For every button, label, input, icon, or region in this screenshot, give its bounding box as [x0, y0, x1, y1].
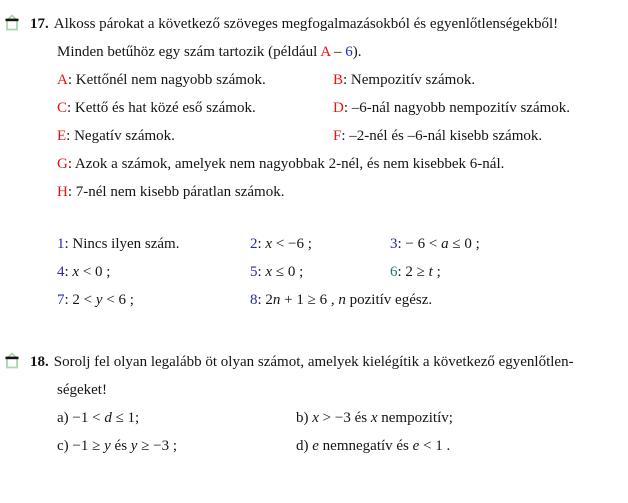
definition-E [57, 122, 333, 150]
item-row [0, 150, 628, 178]
text-segment: : Kettőnél nem nagyobb számok. [67, 72, 266, 88]
house-icon [5, 14, 19, 31]
exercise-18-items [0, 404, 628, 460]
text-segment: < 6 ; [102, 292, 134, 308]
definition-A [57, 66, 333, 94]
item-label: B [333, 72, 344, 88]
exercise-number: 18. [30, 354, 49, 370]
item-label: D [333, 100, 344, 116]
inequality-5 [250, 258, 390, 286]
text-segment: < 0 ; [79, 264, 111, 280]
text-segment: x [72, 264, 80, 280]
text-segment: n [338, 292, 346, 308]
item-row [0, 66, 628, 94]
definition-H [57, 178, 333, 206]
text-segment: : 2 ≥ [397, 264, 429, 280]
text-segment: : Nempozitív számok. [343, 72, 476, 88]
text-segment: y [104, 438, 111, 454]
text-segment: ≤ 0 ; [272, 264, 304, 280]
item-row [0, 258, 628, 286]
exercise-number: 17. [30, 16, 49, 32]
exercise-17-subtitle [0, 38, 628, 66]
text-segment: a [441, 236, 449, 252]
item-label: E [57, 128, 67, 144]
inequality-4 [57, 258, 250, 286]
item-label: b) [296, 410, 309, 426]
text-segment: : Azok a számok, amelyek nem nagyobbak 2-nél, és nem kisebbek 6-nál. [67, 156, 505, 172]
text-segment: pozitív egész. [345, 292, 433, 308]
item-row [0, 432, 628, 460]
item-label: G [57, 156, 68, 172]
text-segment: x [265, 264, 273, 280]
item-label: a) [57, 410, 69, 426]
exercise-17-header [0, 10, 628, 38]
inequality-2 [250, 230, 390, 258]
text-segment: : Nincs ilyen szám. [64, 236, 180, 252]
item-label: 1 [57, 236, 65, 252]
letter-definitions [0, 66, 628, 206]
text-segment: : Negatív számok. [66, 128, 175, 144]
inequality-8 [250, 286, 433, 314]
definition-D [333, 94, 570, 122]
item-label: 6 [390, 264, 398, 280]
item-label: C [57, 100, 68, 116]
text-segment: x [370, 410, 378, 426]
text-segment: y [130, 438, 138, 454]
item-row [0, 230, 628, 258]
text-segment: ≥ −3 ; [137, 438, 178, 454]
text-segment: 6 [345, 44, 353, 60]
exercise-18-title-line2: ségeket! [57, 382, 107, 398]
text-segment: ≤ 0 ; [448, 236, 480, 252]
text-segment: t [428, 264, 433, 280]
text-segment: < 1 . [419, 438, 451, 454]
text-segment: > −3 és [318, 410, 371, 426]
definition-F [333, 122, 542, 150]
text-segment: −1 ≥ [68, 438, 105, 454]
item-c [57, 432, 296, 460]
text-segment: : –2-nél és –6-nál kisebb számok. [341, 128, 543, 144]
exercise-17-title: Alkoss párokat a következő szöveges megfogalmazásokból és egyenlőtlenségekből! [53, 16, 559, 32]
text-segment: n [272, 292, 281, 308]
inequality-3 [390, 230, 480, 258]
text-segment: ). [352, 44, 362, 60]
house-icon [5, 352, 19, 369]
text-segment: és [110, 438, 131, 454]
text-segment: : Kettő és hat közé eső számok. [67, 100, 256, 116]
text-segment: e [312, 438, 319, 454]
text-segment: x [265, 236, 273, 252]
text-segment: : [64, 264, 73, 280]
inequality-1 [57, 230, 250, 258]
text-segment: nemnegatív és [318, 438, 413, 454]
item-label: 8 [250, 292, 258, 308]
text-segment: Minden betűhöz egy szám tartozik (például [57, 44, 321, 60]
item-a [57, 404, 296, 432]
exercise-18-header [0, 348, 628, 376]
text-segment: : [257, 236, 266, 252]
exercise-17 [0, 10, 628, 314]
item-label: H [57, 184, 68, 200]
text-segment: : 7-nél nem kisebb páratlan számok. [67, 184, 285, 200]
item-row [0, 404, 628, 432]
item-label: 3 [390, 236, 398, 252]
text-segment: : –6-nál nagyobb nempozitív számok. [343, 100, 571, 116]
text-segment: −1 < [68, 410, 105, 426]
item-label: 7 [57, 292, 65, 308]
definition-C [57, 94, 333, 122]
text-segment: ; [432, 264, 441, 280]
item-label: A [57, 72, 68, 88]
text-segment: – [330, 44, 346, 60]
text-segment: d [104, 410, 112, 426]
text-segment: : − 6 < [397, 236, 442, 252]
inequality-7 [57, 286, 250, 314]
item-label: 2 [250, 236, 258, 252]
item-d [296, 432, 450, 460]
text-segment: nempozitív; [377, 410, 453, 426]
item-label: c) [57, 438, 69, 454]
definition-B [333, 66, 475, 94]
item-label: 4 [57, 264, 65, 280]
text-segment: : [257, 264, 266, 280]
item-row [0, 94, 628, 122]
text-segment: : 2 < [64, 292, 96, 308]
item-row [0, 178, 628, 206]
text-segment: + 1 ≥ 6 , [280, 292, 339, 308]
text-segment: y [95, 292, 103, 308]
exercise-18-title-line1: Sorolj fel olyan legalább öt olyan számot, amelyek kielégítik a következő egyenlőtlen- [53, 354, 574, 370]
inequality-6 [390, 258, 441, 286]
item-row [0, 286, 628, 314]
item-label: d) [296, 438, 309, 454]
item-label: 5 [250, 264, 258, 280]
text-segment: x [312, 410, 319, 426]
text-segment: e [412, 438, 420, 454]
item-row [0, 122, 628, 150]
text-segment: : 2 [257, 292, 273, 308]
definition-G [57, 150, 505, 178]
text-segment: A [320, 44, 331, 60]
numbered-inequalities [0, 230, 628, 314]
item-b [296, 404, 453, 432]
text-segment: ≤ 1; [111, 410, 140, 426]
text-segment: < −6 ; [272, 236, 312, 252]
item-label: F [333, 128, 342, 144]
exercise-18 [0, 348, 628, 460]
